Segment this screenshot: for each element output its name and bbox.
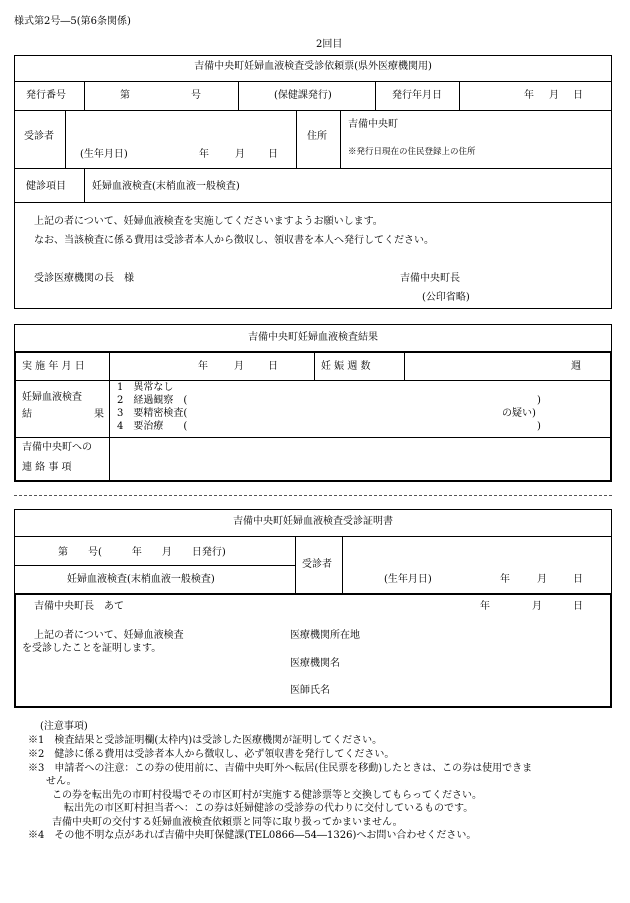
addressee: 受診医療機関の長 様 xyxy=(34,273,134,284)
certificate-birth-day: 日 xyxy=(573,574,583,585)
birth-month: 月 xyxy=(235,149,245,160)
request-message-2: なお、当該検査に係る費用は受診者本人から徴収し、領収書を本人へ発行してください。 xyxy=(34,235,434,246)
issue-date-label: 発行年月日 xyxy=(392,90,442,101)
issuer-label: (保健課発行) xyxy=(274,90,332,101)
note-3e: 吉備中央町の交付する妊婦血液検査依頼票と同等に取り扱ってかまいません。 xyxy=(52,817,403,828)
result-year: 年 xyxy=(198,361,208,372)
sender: 吉備中央町長 xyxy=(400,273,460,284)
result-month: 月 xyxy=(234,361,244,372)
issue-no-go: 号 xyxy=(191,90,201,101)
item-label: 健診項目 xyxy=(26,181,66,192)
certificate-title: 吉備中央町妊婦血液検査受診証明書 xyxy=(233,516,393,527)
issue-month: 月 xyxy=(549,90,559,101)
note-2: ※2 健診に係る費用は受診者本人から徴収し、必ず領収書を発行してください。 xyxy=(28,749,395,760)
result-label-2a: 結 xyxy=(22,409,32,420)
certificate-number-line: 第 号( 年 月 日発行) xyxy=(58,547,226,558)
weeks-unit: 週 xyxy=(571,361,581,372)
certificate-statement-2: を受診したことを証明します。 xyxy=(22,643,162,654)
clinic-name-label: 医療機関名 xyxy=(290,658,340,669)
birth-year: 年 xyxy=(199,149,209,160)
address-value: 吉備中央町 xyxy=(348,119,398,130)
address-note: ※発行日現在の住民登録上の住所 xyxy=(348,147,476,157)
clinic-address-label: 医療機関所在地 xyxy=(290,630,360,641)
item-value: 妊婦血液検査(末梢血液一般検査) xyxy=(92,181,240,192)
weeks-label: 妊 娠 週 数 xyxy=(321,361,371,372)
note-3a: ※3 申請者への注意：この券の使用前に、吉備中央町外へ転居(住民票を移動)したときは、この券は使用できま xyxy=(28,763,533,774)
result-option-4-close: ) xyxy=(537,421,541,432)
note-1: ※1 検査結果と受診証明欄(太枠内)は受診した医療機関が証明してください。 xyxy=(28,735,383,746)
result-option-2: 2 経過観察 ( xyxy=(117,395,188,406)
form-number: 様式第2号―5(第6条関係) xyxy=(14,16,131,27)
issue-year: 年 xyxy=(524,90,534,101)
birth-label: (生年月日) xyxy=(80,149,128,160)
certificate-patient-label: 受診者 xyxy=(302,559,332,570)
certificate-birth-year: 年 xyxy=(500,574,510,585)
contact-label-1: 吉備中央町への xyxy=(22,442,92,453)
note-3c: この券を転出先の市町村役場でその市区町村が実施する健診票等と交換してもらってください。 xyxy=(52,790,482,801)
birth-day: 日 xyxy=(268,149,278,160)
result-option-4: 4 要治療 ( xyxy=(117,421,188,432)
round-label: 2回目 xyxy=(316,39,343,50)
patient-label: 受診者 xyxy=(24,131,54,142)
certificate-item: 妊婦血液検査(末梢血液一般検査) xyxy=(67,574,215,585)
result-label-1: 妊婦血液検査 xyxy=(22,392,82,403)
issue-day: 日 xyxy=(573,90,583,101)
result-title: 吉備中央町妊婦血液検査結果 xyxy=(248,332,378,343)
certificate-date-year: 年 xyxy=(480,601,490,612)
seal-note: (公印省略) xyxy=(422,292,470,303)
contact-label-2: 連 絡 事 項 xyxy=(22,462,72,473)
result-option-2-close: ) xyxy=(537,395,541,406)
result-option-1: 1 異常なし xyxy=(117,382,174,393)
certificate-birth-month: 月 xyxy=(537,574,547,585)
certificate-date-day: 日 xyxy=(573,601,583,612)
notes-heading: (注意事項) xyxy=(40,721,88,732)
result-date-label: 実 施 年 月 日 xyxy=(22,361,85,372)
certificate-birth-label: (生年月日) xyxy=(384,574,432,585)
issue-no-dai: 第 xyxy=(120,90,130,101)
result-day: 日 xyxy=(268,361,278,372)
doctor-name-label: 医師氏名 xyxy=(290,685,330,696)
certificate-to: 吉備中央町長 あて xyxy=(34,601,124,612)
certificate-statement-1: 上記の者について、妊婦血液検査 xyxy=(34,630,184,641)
result-label-2b: 果 xyxy=(94,409,104,420)
request-message-1: 上記の者について、妊婦血液検査を実施してくださいますようお願いします。 xyxy=(34,216,383,227)
note-3b: せん。 xyxy=(46,776,77,787)
result-option-3-suspect: の疑い) xyxy=(502,408,536,419)
address-label: 住所 xyxy=(307,131,327,142)
result-option-3: 3 要精密検査( xyxy=(117,408,188,419)
request-title: 吉備中央町妊婦血液検査受診依頼票(県外医療機関用) xyxy=(194,61,432,72)
certificate-date-month: 月 xyxy=(532,601,542,612)
issue-no-label: 発行番号 xyxy=(26,90,66,101)
cut-line xyxy=(14,495,612,496)
note-4: ※4 その他不明な点があれば吉備中央町保健課(TEL0866―54―1326)へお問い合わせください。 xyxy=(28,830,477,841)
note-3d: 転出先の市区町村担当者へ：この券は妊婦健診の受診券の代わりに交付しているものです。 xyxy=(64,803,474,814)
